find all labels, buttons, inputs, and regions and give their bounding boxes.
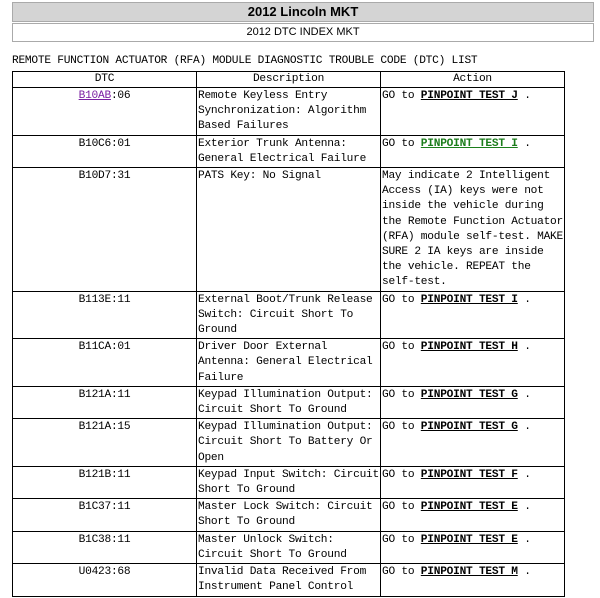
table-row — [13, 168, 565, 292]
index-subtitle: 2012 DTC INDEX MKT — [246, 26, 360, 38]
description-cell: Keypad Illumination Output: Circuit Short To Ground — [197, 386, 381, 418]
action-prefix: GO to — [382, 421, 421, 434]
action-prefix: GO to — [382, 388, 421, 401]
dtc-cell: B113E:11 — [13, 291, 197, 339]
pinpoint-test-link[interactable]: PINPOINT TEST M — [420, 566, 518, 579]
index-subtitle-bar — [12, 23, 594, 42]
table-row — [13, 466, 565, 498]
pinpoint-test-link[interactable]: PINPOINT TEST E — [420, 501, 518, 514]
dtc-cell: B121A:11 — [13, 386, 197, 418]
column-header-dtc: DTC — [13, 72, 197, 88]
action-suffix: . — [517, 468, 531, 481]
table-row — [13, 531, 565, 563]
dtc-list-title: REMOTE FUNCTION ACTUATOR (RFA) MODULE DIAGNOSTIC TROUBLE CODE (DTC) LIST — [12, 55, 478, 67]
action-prefix: GO to — [382, 137, 421, 150]
dtc-cell: B121B:11 — [13, 466, 197, 498]
dtc-cell: B121A:15 — [13, 419, 197, 467]
dtc-cell: U0423:68 — [13, 564, 197, 596]
action-prefix: GO to — [382, 90, 421, 102]
dtc-table — [12, 71, 565, 597]
table-row — [13, 88, 565, 136]
description-cell: External Boot/Trunk Release Switch: Circuit Short To Ground — [197, 291, 381, 339]
table-row — [13, 564, 565, 596]
table-row — [13, 386, 565, 418]
action-prefix: GO to — [382, 341, 421, 354]
table-row — [13, 291, 565, 339]
dtc-cell: B11CA:01 — [13, 339, 197, 387]
action-suffix: . — [517, 421, 531, 434]
description-cell: Exterior Trunk Antenna: General Electrical Failure — [197, 135, 381, 167]
description-cell: Invalid Data Received From Instrument Panel Control — [197, 564, 381, 596]
action-prefix: GO to — [382, 468, 421, 481]
pinpoint-test-link[interactable]: PINPOINT TEST I — [420, 137, 518, 150]
action-suffix: . — [517, 90, 531, 102]
action-cell — [381, 291, 565, 339]
description-cell: PATS Key: No Signal — [197, 168, 381, 292]
pinpoint-test-link[interactable]: PINPOINT TEST I — [420, 293, 518, 306]
action-cell — [381, 386, 565, 418]
vehicle-title-bar — [12, 2, 594, 22]
action-suffix: . — [517, 341, 531, 354]
table-header-row — [13, 72, 565, 88]
action-prefix: GO to — [382, 566, 421, 579]
pinpoint-test-link[interactable]: PINPOINT TEST G — [420, 421, 518, 434]
dtc-cell: B1C38:11 — [13, 531, 197, 563]
action-suffix: . — [517, 293, 531, 306]
action-suffix: . — [517, 501, 531, 514]
column-header-action: Action — [381, 72, 565, 88]
dtc-cell — [13, 88, 197, 136]
action-cell — [381, 531, 565, 563]
dtc-suffix: :06 — [110, 90, 131, 102]
table-row — [13, 499, 565, 531]
action-cell — [381, 419, 565, 467]
action-cell — [381, 564, 565, 596]
pinpoint-test-link[interactable]: PINPOINT TEST F — [420, 468, 518, 481]
table-row — [13, 135, 565, 167]
description-cell: Remote Keyless Entry Synchronization: Algorithm Based Failures — [197, 88, 381, 136]
action-cell — [381, 466, 565, 498]
dtc-cell: B10C6:01 — [13, 135, 197, 167]
action-cell — [381, 339, 565, 387]
description-cell: Driver Door External Antenna: General Electrical Failure — [197, 339, 381, 387]
table-row — [13, 339, 565, 387]
action-cell — [381, 88, 565, 136]
action-prefix: GO to — [382, 533, 421, 546]
action-prefix: GO to — [382, 293, 421, 306]
pinpoint-test-link[interactable]: PINPOINT TEST E — [420, 533, 518, 546]
pinpoint-test-link[interactable]: PINPOINT TEST J — [420, 90, 518, 102]
action-suffix: . — [517, 533, 531, 546]
action-cell — [381, 135, 565, 167]
action-suffix: . — [517, 137, 531, 150]
action-suffix: . — [517, 566, 531, 579]
description-cell: Master Unlock Switch: Circuit Short To Ground — [197, 531, 381, 563]
dtc-cell: B1C37:11 — [13, 499, 197, 531]
table-row — [13, 419, 565, 467]
vehicle-title: 2012 Lincoln MKT — [247, 4, 359, 19]
description-cell: Master Lock Switch: Circuit Short To Ground — [197, 499, 381, 531]
dtc-cell: B10D7:31 — [13, 168, 197, 292]
description-cell: Keypad Illumination Output: Circuit Short To Battery Or Open — [197, 419, 381, 467]
pinpoint-test-link[interactable]: PINPOINT TEST H — [420, 341, 518, 354]
action-cell: May indicate 2 Intelligent Access (IA) keys were not inside the vehicle during the Remote Function Actuator (RFA) module self-test. MAKE SURE 2 IA keys are inside the vehicle. REPEAT the self-test. — [381, 168, 565, 292]
dtc-link-b10ab[interactable]: B10AB — [78, 90, 111, 102]
column-header-description: Description — [197, 72, 381, 88]
action-suffix: . — [517, 388, 531, 401]
action-cell — [381, 499, 565, 531]
action-prefix: GO to — [382, 501, 421, 514]
description-cell: Keypad Input Switch: Circuit Short To Ground — [197, 466, 381, 498]
pinpoint-test-link[interactable]: PINPOINT TEST G — [420, 388, 518, 401]
